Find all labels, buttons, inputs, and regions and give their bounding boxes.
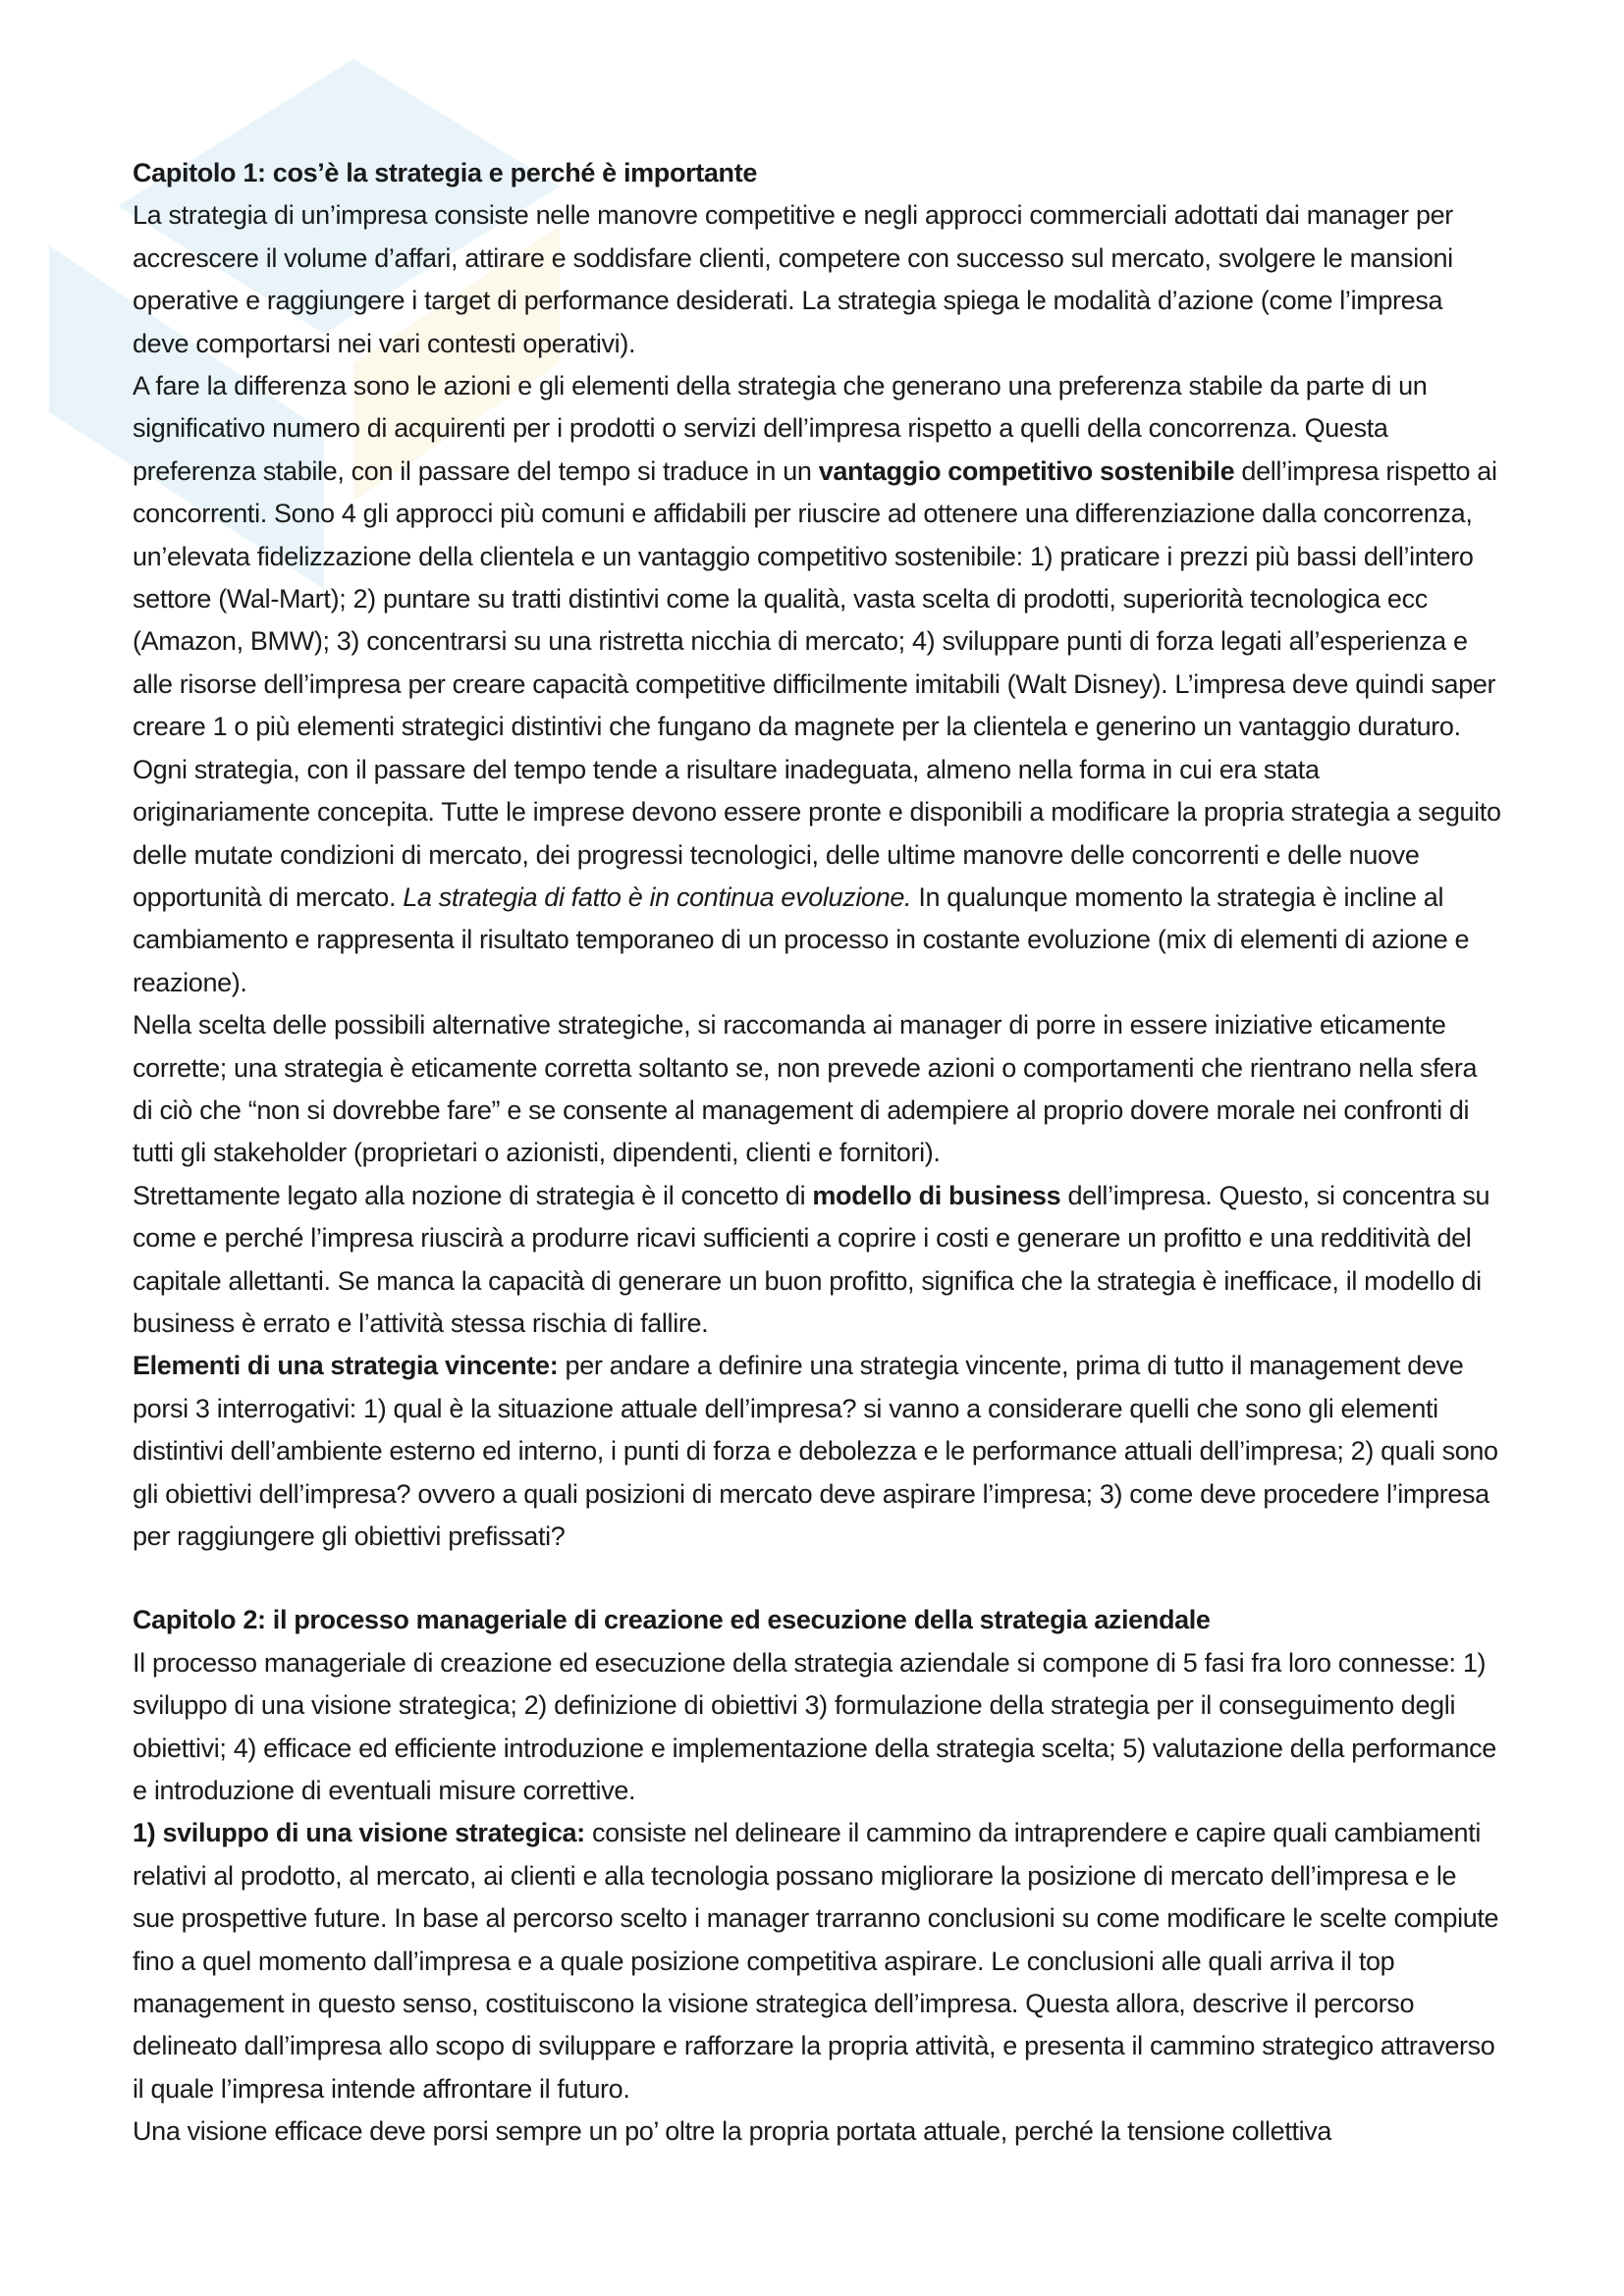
chapter1-paragraph-6: Elementi di una strategia vincente: per andare a definire una strategia vincente, prima di tutto il management deve porsi 3 interrogativi: 1) qual è la situazione attuale dell’impresa? si vanno a considerare quelli che sono gli elementi distintivi dell’ambiente esterno ed interno, i punti di forza e debolezza e le performance attuali dell’impresa; 2) quali sono gli obiettivi dell’impresa? ovvero a quali posizioni di mercato deve aspirare l’impresa; 3) come deve procedere l’impresa per raggiungere gli obiettivi prefissati? <box>133 1351 1498 1551</box>
chapter1-paragraph-1: La strategia di un’impresa consiste nelle manovre competitive e negli approcci commerciali adottati dai manager per accrescere il volume d’affari, attirare e soddisfare clienti, competere con successo sul mercato, svolgere le mansioni operative e raggiungere i target di performance desiderati. La strategia spiega le modalità d’azione (come l’impresa deve comportarsi nei vari contesti operativi). <box>133 200 1453 358</box>
chapter2-paragraph-3: Una visione efficace deve porsi sempre un po’ oltre la propria portata attuale, perché la tensione collettiva <box>133 2116 1332 2147</box>
bold-term: modello di business <box>812 1180 1061 1210</box>
chapter1-title: Capitolo 1: cos’è la strategia e perché è importante <box>133 158 757 187</box>
chapter2-paragraph-2: 1) sviluppo di una visione strategica: consiste nel delineare il cammino da intraprendere e capire quali cambiamenti relativi al prodotto, al mercato, ai clienti e alla tecnologia possano migliorare la posizione di mercato dell’impresa e le sue prospettive future. In base al percorso scelto i manager trarranno conclusioni su come modificare le scelte compiute fino a quel momento dall’impresa e a quale posizione competitiva aspirare. Le conclusioni alle quali arriva il top management in questo senso, costituiscono la visione strategica dell’impresa. Questa allora, descrive il percorso delineato dall’impresa allo scopo di sviluppare e rafforzare la propria attività, e presenta il cammino strategico attraverso il quale l’impresa intende affrontare il futuro. <box>133 1818 1499 2104</box>
chapter1-paragraph-3: Ogni strategia, con il passare del tempo tende a risultare inadeguata, almeno nella forma in cui era stata originariamente concepita. Tutte le imprese devono essere pronte e disponibili a modificare la propria strategia a seguito delle mutate condizioni di mercato, dei progressi tecnologici, delle ultime manovre delle concorrenti e delle nuove opportunità di mercato. La strategia di fatto è in continua evoluzione. In qualunque momento la strategia è incline al cambiamento e rappresenta il risultato temporaneo di un processo in costante evoluzione (mix di elementi di azione e reazione). <box>133 754 1501 997</box>
bold-term: vantaggio competitivo sostenibile <box>818 455 1235 486</box>
bold-term: 1) sviluppo di una visione strategica: <box>133 1818 585 1848</box>
italic-phrase: La strategia di fatto è in continua evoluzione. <box>403 881 912 912</box>
chapter2-title: Capitolo 2: il processo manageriale di creazione ed esecuzione della strategia aziendale <box>133 1605 1211 1635</box>
section-gap <box>133 1558 1502 1599</box>
chapter1-paragraph-2: A fare la differenza sono le azioni e gli elementi della strategia che generano una preferenza stabile da parte di un significativo numero di acquirenti per i prodotti o servizi dell’impresa rispetto a quelli della concorrenza. Questa preferenza stabile, con il passare del tempo si traduce in un vantaggio competitivo sostenibile dell’impresa rispetto ai concorrenti. Sono 4 gli approcci più comuni e affidabili per riuscire ad ottenere una differenziazione dalla concorrenza, un’elevata fidelizzazione della clientela e un vantaggio competitivo sostenibile: 1) praticare i prezzi più bassi dell’intero settore (Wal-Mart); 2) puntare su tratti distintivi come la qualità, vasta scelta di prodotti, superiorità tecnologica ecc (Amazon, BMW); 3) concentrarsi su una ristretta nicchia di mercato; 4) sviluppare punti di forza legati all’esperienza e alle risorse dell’impresa per creare capacità competitive difficilmente imitabili (Walt Disney). L’impresa deve quindi saper creare 1 o più elementi strategici distintivi che fungano da magnete per la clientela e generino un vantaggio duraturo. <box>133 371 1497 742</box>
chapter2-paragraph-1: Il processo manageriale di creazione ed esecuzione della strategia aziendale si compone di 5 fasi fra loro connesse: 1) sviluppo di una visione strategica; 2) definizione di obiettivi 3) formulazione della strategia per il conseguimento degli obiettivi; 4) efficace ed efficiente introduzione e implementazione della strategia scelta; 5) valutazione della performance e introduzione di eventuali misure correttive. <box>133 1647 1496 1806</box>
chapter1-paragraph-5: Strettamente legato alla nozione di strategia è il concetto di modello di business dell’impresa. Questo, si concentra su come e perché l’impresa riuscirà a produrre ricavi sufficienti a coprire i costi e generare un profitto e una redditività del capitale allettanti. Se manca la capacità di generare un buon profitto, significa che la strategia è inefficace, il modello di business è errato e l’attività stessa rischia di fallire. <box>133 1180 1490 1338</box>
document-page <box>133 152 1502 2154</box>
bold-term: Elementi di una strategia vincente: <box>133 1351 559 1381</box>
chapter1-paragraph-4: Nella scelta delle possibili alternative strategiche, si raccomanda ai manager di porre in essere iniziative eticamente corrette; una strategia è eticamente corretta soltanto se, non prevede azioni o comportamenti che rientrano nella sfera di ciò che “non si dovrebbe fare” e se consente al management di adempiere al proprio dovere morale nei confronti di tutti gli stakeholder (proprietari o azionisti, dipendenti, clienti e fornitori). <box>133 1010 1478 1168</box>
